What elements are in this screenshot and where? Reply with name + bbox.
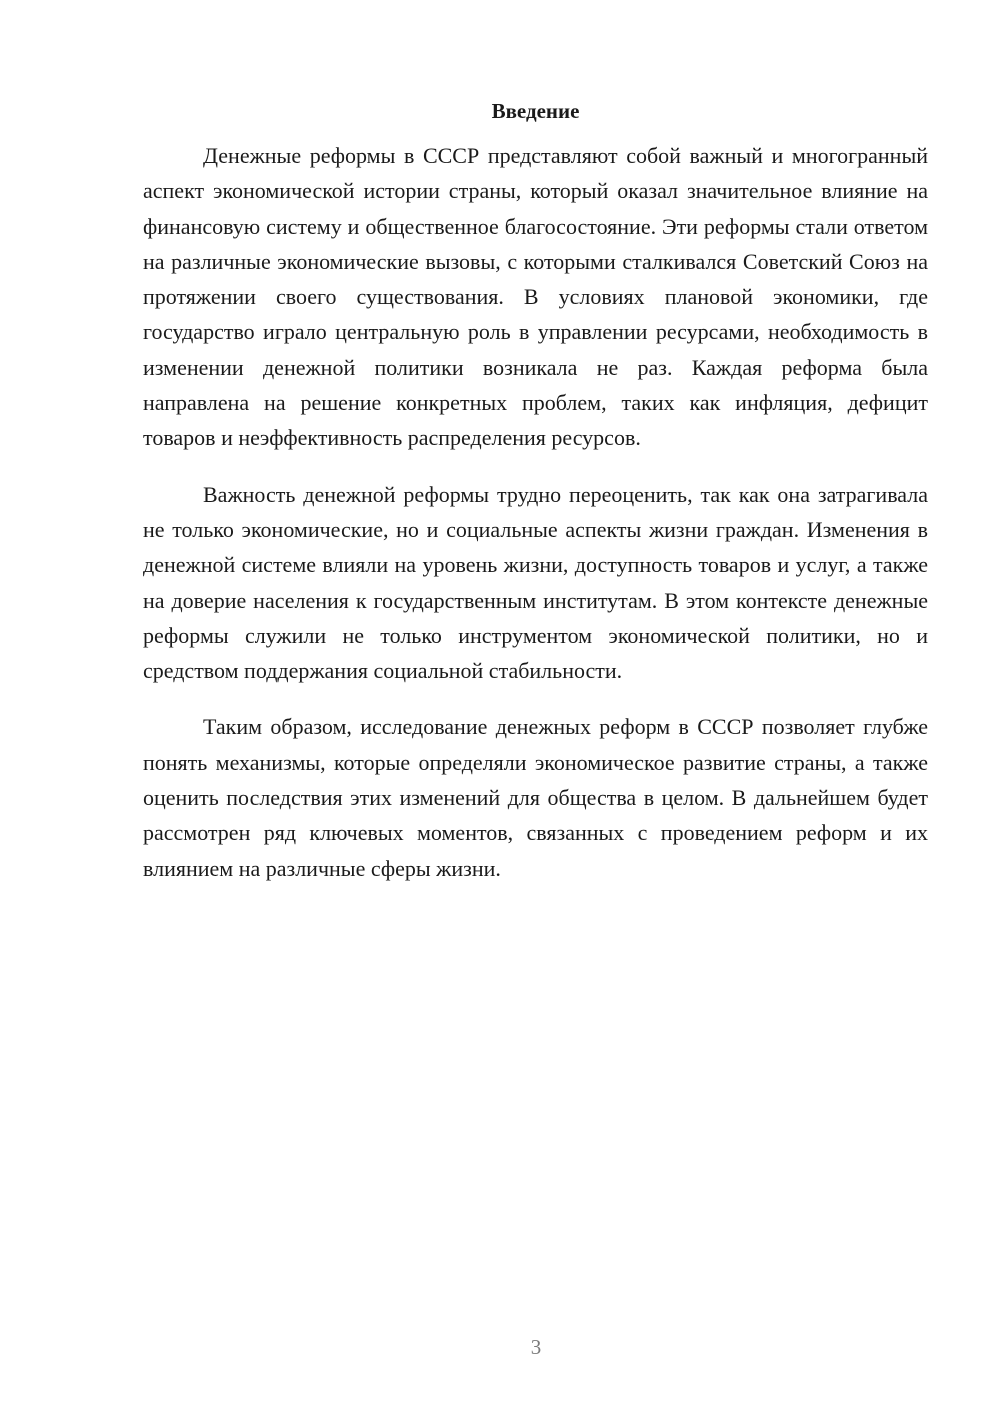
page-number: 3: [530, 1335, 542, 1359]
section-heading: Введение: [491, 99, 580, 123]
document-body: [143, 96, 928, 886]
paragraph-2: Важность денежной реформы трудно переоценить, так как она затрагивала не только экономические, но и социальные аспекты жизни граждан. Изменения в денежной системе влияли на уровень жизни, доступность товаров и услуг, а также на доверие населения к государственным институтам. В этом контексте денежные реформы служили не только инструментом экономической политики, но и средством поддержания социальной стабильности.: [143, 481, 928, 684]
paragraph-3: Таким образом, исследование денежных реформ в СССР позволяет глубже понять механизмы, которые определяли экономическое развитие страны, а также оценить последствия этих изменений для общества в целом. В дальнейшем будет рассмотрен ряд ключевых моментов, связанных с проведением реформ и их влиянием на различные сферы жизни.: [143, 714, 928, 881]
paragraph-1: Денежные реформы в СССР представляют собой важный и многогранный аспект экономической истории страны, который оказал значительное влияние на финансовую систему и общественное благосостояние. Эти реформы стали ответом на различные экономические вызовы, с которыми сталкивался Советский Союз на протяжении своего существования. В условиях плановой экономики, где государство играло центральную роль в управлении ресурсами, необходимость в изменении денежной политики возникала не раз. Каждая реформа была направлена на решение конкретных проблем, таких как инфляция, дефицит товаров и неэффективность распределения ресурсов.: [143, 143, 928, 451]
